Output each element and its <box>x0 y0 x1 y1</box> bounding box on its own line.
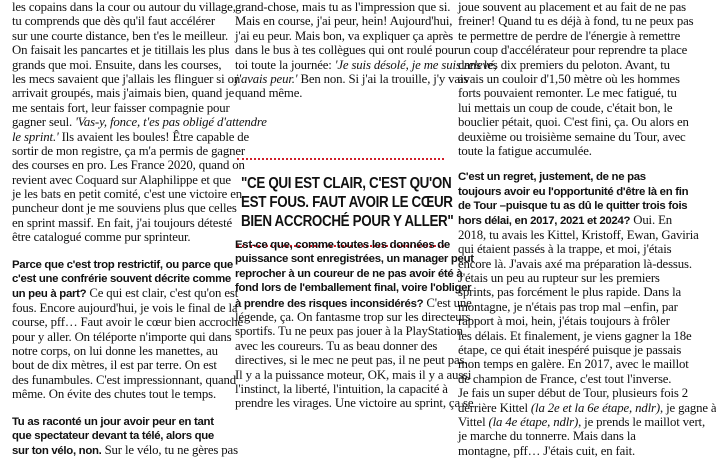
question-line: Parce que c'est trop restrictif, ou parce que <box>12 258 233 271</box>
pull-quote <box>237 158 454 247</box>
text-run: , je gagne à <box>659 400 716 415</box>
question-run: sur ton vélo, non. <box>12 445 102 458</box>
text-line: directives, si le mec ne peut pas, il ne peut pas. <box>235 353 468 368</box>
text-line: être catalogué comme pur sprinteur. <box>12 230 191 245</box>
text-line: deuxième ou troisième semaine du Tour, avec <box>458 129 686 144</box>
column-3 <box>458 0 716 458</box>
text-line <box>458 213 670 227</box>
text-line: l'instinct, la liberté, l'intuition, la capacité à <box>235 381 448 396</box>
text-line: joue souvent au placement et au fait de ne pas <box>458 0 686 14</box>
text-run: Vittel <box>458 414 489 429</box>
text-line: même. On évite des chutes tout le temps. <box>12 387 217 402</box>
text-line: revient avec Coquard sur Alaphilippe et que <box>12 172 231 187</box>
text-line: grands que moi. Ensuite, dans les courses, <box>12 57 222 72</box>
quote-italic: 'Je suis désolé, je me suis relevé, <box>334 57 497 72</box>
text-line: sur une courte distance, ben t'es le meilleur. <box>12 28 229 43</box>
text-line <box>12 115 267 130</box>
text-line: de champion de France, c'est tout l'inverse. <box>458 371 672 386</box>
text-line: légende, ça. On fantasme trop sur les directeurs <box>235 309 471 324</box>
question-line: Tu as raconté un jour avoir peur en tant <box>12 415 214 428</box>
answer-run: Sur le vélo, tu ne gères pas <box>101 443 238 458</box>
question-line: reprocher à un coureur de ne pas avoir été à <box>235 267 463 280</box>
question-run: un peu à part? <box>12 288 87 301</box>
text-line <box>235 57 497 72</box>
text-line: des funambules. C'est impressionnant, quand <box>12 372 237 387</box>
text-line: des courses en pro. Les France 2020, quand on <box>12 158 245 173</box>
question-line: c'est une confrérie souvent décrite comme <box>12 273 231 286</box>
text-line: montagne, pff… J'étais cuit, en fait. <box>458 443 636 458</box>
text-line: 2018, tu avais les Kittel, Kristoff, Ewan, Gaviria <box>458 227 699 242</box>
quote-italic: le sprint.' <box>12 129 59 144</box>
text-run: derrière Kittel <box>458 400 531 415</box>
text-line: avec les coureurs. Tu as beau donner des <box>235 338 438 353</box>
question-run: hors délai, en 2017, 2021 et 2024? <box>458 215 631 228</box>
answer-run: Ce qui est clair, c'est qu'on est <box>86 286 239 301</box>
text-line: les mecs savaient que j'allais les flinguer si on <box>12 71 241 86</box>
text-line: pour y aller. On téléporte n'importe qui dans <box>12 329 232 344</box>
text-line: sprints, pas forcément le plus rapide. Dans la <box>458 285 682 300</box>
text-line: toute la fatigue accumulée. <box>458 143 592 158</box>
text-line: mon temps en galère. En 2017, avec le maillot <box>458 357 689 372</box>
text-line: Il y a la puissance moteur, OK, mais il y a aussi <box>235 367 472 382</box>
question-line: de Tour –puisque tu as dû le quitter trois fois <box>458 200 688 213</box>
text-line: fous. Encore aujourd'hui, je vois le final de la <box>12 300 238 315</box>
editor-note-italic: (la 2e et la 6e étape, ndlr) <box>530 400 660 415</box>
text-line: encore là. J'avais axé ma préparation là-dessus. <box>458 256 692 271</box>
question-line: que spectateur devant ta télé, alors que <box>12 429 214 442</box>
question-line: puissance sont enregistrées, un manager peut <box>235 253 474 266</box>
question-line: C'est un regret, justement, de ne pas <box>458 171 646 184</box>
text-line: Mais en course, j'ai peur, hein! Aujourd'hui, <box>235 14 453 29</box>
text-line: quand même. <box>235 86 303 101</box>
text-line: étape, ce qui était inespéré puisque je passais <box>458 342 682 357</box>
text-line: me sentais fort, leur faisser compagnie pour <box>12 100 230 115</box>
answer-run: C'est une <box>423 295 472 310</box>
text-line: les délais. Et finalement, je viens gagner la 18e <box>458 328 692 343</box>
quote-italic: 'Vas-y, fonce, t'es pas obligé d'attendre <box>75 115 267 130</box>
text-line: lui mettais un coup de coude, c'était bon, le <box>458 100 673 115</box>
pull-quote-line: BIEN ACCROCHÉ POUR Y ALLER" <box>241 213 454 230</box>
text-line: tu comprends que dès qu'il faut accélérer <box>12 14 215 29</box>
column-2-lower <box>235 238 474 411</box>
text-line: forts pouvaient remonter. Le mec fatigué, tu <box>458 86 677 101</box>
text-run: toi toute la journée: <box>235 57 335 72</box>
text-line: On faisait les pancartes et je titillais les plus <box>12 43 230 58</box>
text-line: avais un couloir d'1,50 mètre où les hommes <box>458 71 680 86</box>
column-2 <box>235 0 497 101</box>
pull-quote-line: EST FOUS. FAUT AVOIR LE CŒUR <box>241 194 453 211</box>
text-line: grand-chose, mais tu as l'impression que si. <box>235 0 451 14</box>
text-line: dans les dix premiers du peloton. Avant, tu <box>458 57 670 72</box>
text-line: rapport à moi, hein, j'étais toujours à frôler <box>458 314 670 329</box>
editor-note-italic: (la 4e étape, ndlr) <box>488 414 579 429</box>
question-run: à prendre des risques inconsidérés? <box>235 297 424 310</box>
text-line: je marche du tonnerre. Mais dans la <box>458 429 636 444</box>
text-line: je les bats en petit comité, c'est une victoire en <box>12 187 243 202</box>
answer-run: Oui. En <box>630 213 672 228</box>
text-line: bouclier pétait, quoi. C'est fini, ça. Ou alors en <box>458 115 689 130</box>
text-line: te permettre de perdre de l'énergie à remettre <box>458 28 681 43</box>
pull-quote-line: "CE QUI EST CLAIR, C'EST QU'ON <box>241 175 452 192</box>
question-line: Est-ce que, comme toutes les données de <box>235 239 450 251</box>
text-line: puncheur dont je me souviens plus que celles <box>12 201 237 216</box>
text-line: notre corps, on lui donne les manettes, au <box>12 343 218 358</box>
text-line <box>12 443 238 458</box>
text-line: les copains dans la cour ou autour du village, <box>12 0 236 14</box>
text-line: j'ai eu peur. Mais bon, va expliquer ça après <box>235 28 454 43</box>
text-line: freiner! Quand tu es déjà à fond, tu ne peux pas <box>458 14 694 29</box>
text-line: dans le bus à tes collègues qui ont roulé pour <box>235 43 459 58</box>
text-line: course, pff… Faut avoir le cœur bien accroché <box>12 315 244 330</box>
question-line: fond lors de l'emballement final, voire l'obliger <box>235 282 472 295</box>
question-line: toujours avoir eu l'opportunité d'être là en fin <box>458 185 689 198</box>
text-line: bout de dix mètres, il est par terre. On est <box>12 358 217 373</box>
text-run: Ben non. Si j'ai la trouille, j'y vais <box>297 71 469 86</box>
text-line: sortir de mon registre, ça m'a permis de gagner <box>12 143 245 158</box>
text-run: gagner seul. <box>12 115 76 130</box>
text-line <box>235 295 472 310</box>
text-line: arrivait groupés, mais j'aimais bien, quand je <box>12 86 235 101</box>
text-line: prendre les virages. Une victoire au sprint, ça se <box>235 396 474 411</box>
text-run: Ils avaient les boules! Être capable de <box>58 129 250 144</box>
text-line <box>235 71 469 86</box>
text-line: un coup d'accélérateur pour reprendre ta place <box>458 43 688 58</box>
text-line: qui étaient passés à la trappe, et moi, j'étais <box>458 242 672 257</box>
text-line: en sprint massif. En fait, j'ai toujours détesté <box>12 215 233 230</box>
text-line: Je fais un super début de Tour, plusieurs fois 2 <box>458 386 688 401</box>
text-line <box>12 129 250 144</box>
text-line: sportifs. Tu ne peux pas jouer à la PlayStation <box>235 324 463 339</box>
text-run: , je prends le maillot vert, <box>578 414 706 429</box>
text-line <box>458 400 716 415</box>
text-line <box>458 414 706 429</box>
text-line: J'étais un peu au rupteur sur les premiers <box>458 271 660 286</box>
text-line <box>12 286 239 301</box>
text-line: montagne, je n'étais pas trop mal –enfin, par <box>458 299 678 314</box>
quote-italic: j'avais peur.' <box>235 71 298 86</box>
